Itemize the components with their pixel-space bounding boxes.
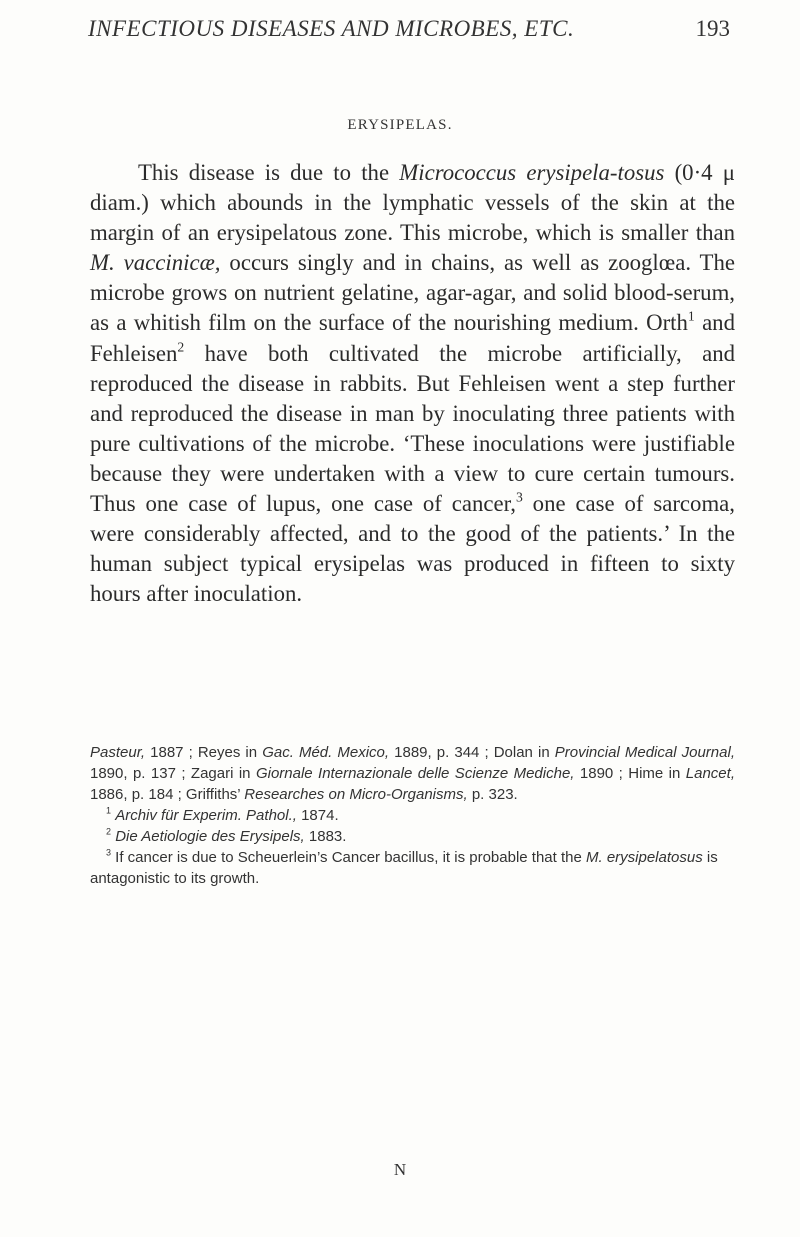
species-name: Micrococcus erysipela-tosus [399,160,665,185]
text-run: occurs singly and in chains, as well as zooglœa. The microbe grows on nutrient gelatine, agar-agar, and solid blood-serum, as a whitish film on the surface of the nourishing medium. Orth [90,250,735,336]
footnote-mark: 3 [106,847,112,858]
citation-title: Archiv für Experim. Pathol., [115,807,297,824]
footnote-text: is antagonistic to its growth. [90,849,718,887]
signature-mark: N [393,1160,407,1179]
text-run: one case of sarcoma, were considerably affected, and to the good of the patients.’ In the human subject typical erysipelas was produced in fifteen to sixty hours after inoculation. [90,491,735,607]
citation-title: Lancet, [685,765,735,782]
citation-text: 1889, p. 344 ; Dolan in [389,744,555,761]
footnote-continuation [90,742,735,805]
footnote-3 [90,847,735,889]
citation-text: 1890, p. 137 ; Zagari in [90,765,256,782]
page-number: 193 [695,16,730,41]
section-title: ERYSIPELAS. [347,117,453,133]
citation-title: Gac. Méd. Mexico, [262,744,390,761]
text-run: have both cultivated the microbe artificially, and reproduced the disease in rabbits. But Fehleisen went a step further and reproduced the disease in man by inoculating three patients with pure cultivations of the microbe. ‘These inoculations were justifiable because they were undertaken with a view to cure certain tumours. Thus one case of lupus, one case of cancer, [90,340,735,517]
running-title: INFECTIOUS DISEASES AND MICROBES, ETC. [88,16,575,41]
text-run: and Fehleisen [90,310,735,366]
footnotes [90,742,735,889]
citation-text: 1890 ; Hime in [574,765,686,782]
footnote-mark: 2 [106,826,112,837]
footnote-mark: 1 [106,805,112,816]
footnote-ref-3[interactable]: 3 [516,489,523,505]
footnote-1 [90,805,735,826]
running-header [88,16,730,56]
text-run: (0·4 μ diam.) which abounds in the lymphatic vessels of the skin at the margin of an erysipelatous zone. This microbe, which is smaller than [90,160,735,246]
citation-text: 1883. [304,828,347,845]
citation-title: Pasteur, [90,744,146,761]
footnote-text: If cancer is due to Scheuerlein’s Cancer bacillus, it is probable that the [111,849,586,866]
citation-text: 1874. [296,807,339,824]
species-name: M. vaccinicæ, [90,250,221,276]
citation-title: Giornale Internazionale delle Scienze Mediche, [255,765,575,782]
paragraph-text [90,158,735,609]
citation-text: 1887 ; Reyes in [145,744,263,761]
footnote-2 [90,826,735,847]
citation-text: 1886, p. 184 ; Griffiths’ [90,786,245,803]
footnote-ref-1[interactable]: 1 [687,308,695,324]
text-run: This disease is due to the [138,160,400,185]
citation-title: Die Aetiologie des Erysipels, [115,828,305,845]
species-name: M. erysipelatosus [586,849,703,866]
footnote-ref-2[interactable]: 2 [177,339,185,354]
citation-title: Researches on Micro-Organisms, [244,786,468,803]
body-paragraph [90,158,735,609]
citation-title: Provincial Medical Journal, [554,744,735,761]
citation-text: p. 323. [467,786,518,803]
